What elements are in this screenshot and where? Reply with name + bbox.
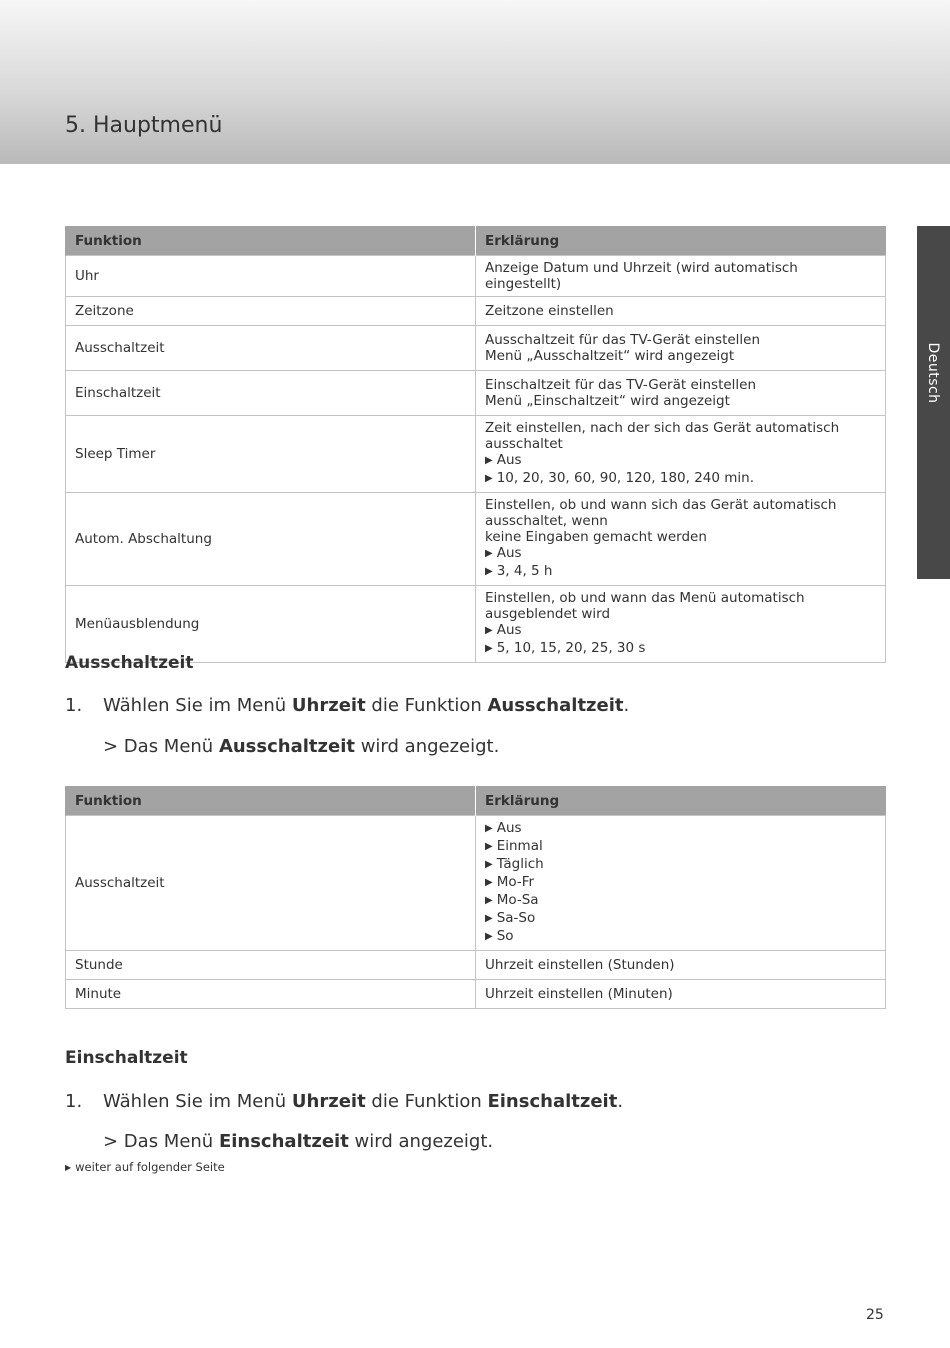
table-row [66,256,886,297]
explanation-line: Ausschaltzeit für das TV-Gerät einstellen [485,332,761,348]
option-line [485,452,876,470]
step-number: 1. [65,695,83,716]
page-title: 5. Hauptmenü [65,113,223,138]
page-number: 25 [866,1307,884,1323]
header-funktion: Funktion [66,226,476,256]
explanation-line: Menü „Ausschaltzeit“ wird angezeigt [485,348,735,364]
option-line [485,545,876,563]
step-menu-name: Uhrzeit [291,695,366,716]
result-menu-name: Einschaltzeit [218,1131,349,1152]
table-row [66,326,886,371]
triangle-right-icon: ▶ [485,913,493,924]
cell-funktion: Uhr [66,256,476,297]
option-line [485,622,876,640]
step-text: die Funktion [365,695,488,716]
step-result [103,736,499,757]
triangle-right-icon: ▶ [485,548,493,559]
cell-funktion: Ausschaltzeit [66,816,476,951]
option-text: Mo-Fr [496,874,535,890]
cell-funktion: Autom. Abschaltung [66,493,476,586]
option-text: Mo-Sa [496,892,539,908]
step-text: . [623,695,630,716]
explanation-line: Einschaltzeit für das TV-Gerät einstellen [485,377,757,393]
cell-funktion: Zeitzone [66,297,476,326]
step-function-name: Ausschaltzeit [487,695,624,716]
result-text: wird angezeigt. [348,1131,494,1152]
option-text: Sa-So [496,910,536,926]
cell-erklaerung [476,297,886,326]
table-row [66,816,886,951]
result-text: > Das Menü [103,1131,219,1152]
cell-funktion: Menüausblendung [66,586,476,663]
step-text: . [617,1091,624,1112]
table-header-row [66,226,886,256]
option-line [485,910,876,928]
explanation-line: Einstellen, ob und wann das Menü automatisch ausgeblendet wird [485,590,805,622]
option-line [485,820,876,838]
option-line [485,856,876,874]
step-text: die Funktion [365,1091,488,1112]
explanation-line: Uhrzeit einstellen (Stunden) [485,957,675,973]
result-text: wird angezeigt. [354,736,500,757]
table-row [66,371,886,416]
option-text: Aus [496,545,522,561]
step-menu-name: Uhrzeit [291,1091,366,1112]
cell-funktion: Stunde [66,951,476,980]
triangle-right-icon: ▶ [485,473,493,484]
explanation-line: Einstellen, ob und wann sich das Gerät automatisch ausschaltet, wenn [485,497,837,529]
function-table-ausschaltzeit [65,786,886,1009]
step-text: Wählen Sie im Menü [103,1091,292,1112]
step-result [103,1131,493,1152]
cell-erklaerung [476,816,886,951]
explanation-line: Zeitzone einstellen [485,303,614,319]
triangle-right-icon: ▶ [65,1163,72,1172]
table-row [66,416,886,493]
option-text: Täglich [496,856,544,872]
cell-funktion: Sleep Timer [66,416,476,493]
language-side-tab [917,226,950,579]
cell-erklaerung [476,951,886,980]
cell-funktion: Minute [66,980,476,1009]
explanation-line: Anzeige Datum und Uhrzeit (wird automatisch eingestellt) [485,260,798,292]
side-tab-label: Deutsch [925,342,941,404]
option-text: 10, 20, 30, 60, 90, 120, 180, 240 min. [496,470,755,486]
table-row [66,951,886,980]
explanation-line: Uhrzeit einstellen (Minuten) [485,986,673,1002]
option-text: Einmal [496,838,543,854]
triangle-right-icon: ▶ [485,823,493,834]
option-line [485,892,876,910]
step-function-name: Einschaltzeit [487,1091,618,1112]
triangle-right-icon: ▶ [485,643,493,654]
cell-erklaerung [476,493,886,586]
continue-note [65,1160,225,1174]
cell-erklaerung [476,256,886,297]
option-line [485,874,876,892]
cell-erklaerung [476,371,886,416]
step-text: Wählen Sie im Menü [103,695,292,716]
cell-funktion: Einschaltzeit [66,371,476,416]
step-instruction [65,695,629,716]
cell-funktion: Ausschaltzeit [66,326,476,371]
table-header-row [66,786,886,816]
triangle-right-icon: ▶ [485,625,493,636]
option-text: 3, 4, 5 h [496,563,553,579]
step-instruction [65,1091,623,1112]
explanation-line: keine Eingaben gemacht werden [485,529,707,545]
triangle-right-icon: ▶ [485,859,493,870]
option-text: Aus [496,452,522,468]
cell-erklaerung [476,416,886,493]
table-row [66,297,886,326]
triangle-right-icon: ▶ [485,566,493,577]
option-line [485,563,876,581]
header-erklaerung: Erklärung [476,226,886,256]
section-heading-einschaltzeit: Einschaltzeit [65,1048,188,1068]
result-menu-name: Ausschaltzeit [218,736,355,757]
table-row [66,980,886,1009]
result-text: > Das Menü [103,736,219,757]
triangle-right-icon: ▶ [485,931,493,942]
function-table-hauptmenu [65,226,886,663]
cell-erklaerung [476,586,886,663]
continue-note-text: weiter auf folgender Seite [75,1160,225,1174]
triangle-right-icon: ▶ [485,877,493,888]
option-text: 5, 10, 15, 20, 25, 30 s [496,640,646,656]
step-number: 1. [65,1091,83,1112]
triangle-right-icon: ▶ [485,455,493,466]
option-line [485,640,876,658]
option-line [485,838,876,856]
header-erklaerung: Erklärung [476,786,886,816]
triangle-right-icon: ▶ [485,841,493,852]
option-text: So [496,928,514,944]
cell-erklaerung [476,980,886,1009]
explanation-line: Menü „Einschaltzeit“ wird angezeigt [485,393,730,409]
header-band [0,0,950,164]
section-heading-ausschaltzeit: Ausschaltzeit [65,653,194,673]
cell-erklaerung [476,326,886,371]
table-row [66,586,886,663]
triangle-right-icon: ▶ [485,895,493,906]
option-text: Aus [496,820,522,836]
header-funktion: Funktion [66,786,476,816]
option-line [485,928,876,946]
option-line [485,470,876,488]
explanation-line: Zeit einstellen, nach der sich das Gerät automatisch ausschaltet [485,420,840,452]
option-text: Aus [496,622,522,638]
table-row [66,493,886,586]
